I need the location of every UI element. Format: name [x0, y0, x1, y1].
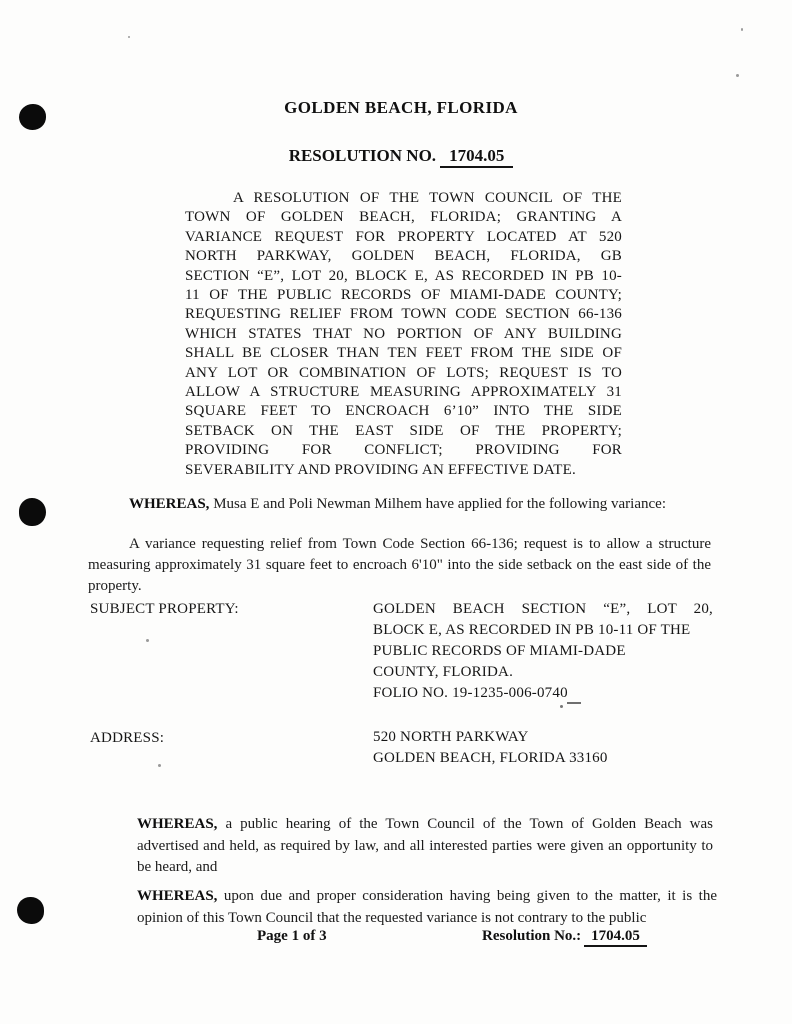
text-line: PROVIDING FOR CONFLICT; PROVIDING FOR	[185, 442, 622, 459]
scan-speck	[736, 74, 739, 77]
text-line: REQUESTING RELIEF FROM TOWN CODE SECTION 66-136	[185, 306, 622, 323]
resolution-number-line	[10, 146, 792, 166]
subject-legal-lines	[373, 599, 713, 662]
whereas-hearing-paragraph	[137, 814, 713, 879]
scan-speck	[560, 705, 563, 708]
text-line: SEVERABILITY AND PROVIDING AN EFFECTIVE DATE.	[185, 461, 576, 478]
text-line: 11 OF THE PUBLIC RECORDS OF MIAMI-DADE COUNTY;	[185, 287, 622, 304]
text-line: VARIANCE REQUEST FOR PROPERTY LOCATED AT 520	[185, 228, 622, 245]
text-line: FOLIO NO. 19-1235-006-0740	[373, 685, 568, 701]
whereas-keyword: WHEREAS,	[137, 816, 218, 832]
subject-tail-lines	[373, 662, 713, 704]
whereas-consideration-paragraph	[137, 886, 717, 929]
text-line: 520 NORTH PARKWAY	[373, 729, 529, 745]
text-line: SECTION “E”, LOT 20, BLOCK E, AS RECORDED IN PB 10-	[185, 267, 622, 284]
text-line: BLOCK E, AS RECORDED IN PB 10-11 OF THE	[373, 622, 691, 638]
resolution-number: 1704.05	[440, 146, 513, 168]
variance-description-paragraph: A variance requesting relief from Town Code Section 66-136; request is to allow a structure measuring approximately 31 square feet to encroach 6'10" into the side setback on the east side of the property.	[88, 536, 711, 594]
text-line: GOLDEN BEACH, FLORIDA 33160	[373, 750, 608, 766]
footer-resolution-number-line	[482, 928, 647, 945]
whereas-consideration-text: upon due and proper consideration having being given to the matter, it is the opinion of this Town Council that the requested variance is not contrary to the public	[137, 888, 717, 926]
document-header	[0, 98, 792, 166]
hole-punch-mark	[19, 498, 46, 526]
document-title: GOLDEN BEACH, FLORIDA	[284, 98, 518, 117]
footer-resolution-label: Resolution No.:	[482, 928, 582, 944]
whereas-keyword: WHEREAS,	[129, 496, 210, 512]
subject-property-label: SUBJECT PROPERTY:	[90, 601, 239, 617]
text-line: GOLDEN BEACH SECTION “E”, LOT 20,	[373, 601, 713, 617]
text-line: SQUARE FEET TO ENCROACH 6’10” INTO THE SIDE	[185, 403, 622, 420]
text-line: A RESOLUTION OF THE TOWN COUNCIL OF THE	[233, 190, 622, 206]
address-label: ADDRESS:	[90, 730, 165, 746]
scan-speck	[158, 764, 161, 767]
resolution-label: RESOLUTION NO.	[288, 146, 437, 165]
text-line: TOWN OF GOLDEN BEACH, FLORIDA; GRANTING A	[185, 209, 622, 226]
resolution-caption-block	[185, 189, 622, 480]
text-line: WHICH STATES THAT NO PORTION OF ANY BUILDING	[185, 325, 622, 342]
page-number: Page 1 of 3	[257, 928, 327, 944]
address-value	[373, 727, 713, 769]
text-line: ANY LOT OR COMBINATION OF LOTS; REQUEST IS TO	[185, 364, 622, 381]
text-line: SHALL BE CLOSER THAN TEN FEET FROM THE SIDE OF	[185, 345, 622, 362]
scan-speck	[741, 28, 743, 31]
text-line: COUNTY, FLORIDA.	[373, 664, 514, 680]
subject-property-value	[373, 599, 713, 704]
whereas-applied-paragraph	[88, 494, 712, 515]
text-line: SETBACK ON THE EAST SIDE OF THE PROPERTY;	[185, 422, 622, 439]
text-line: NORTH PARKWAY, GOLDEN BEACH, FLORIDA, GB	[185, 248, 622, 265]
scan-speck	[146, 639, 149, 642]
whereas-applied-text: Musa E and Poli Newman Milhem have applied for the following variance:	[209, 496, 666, 512]
whereas-hearing-text: a public hearing of the Town Council of the Town of Golden Beach was advertised and held, as required by law, and all interested parties were given an opportunity to be heard, and	[137, 816, 713, 875]
whereas-keyword: WHEREAS,	[137, 888, 218, 904]
footer-resolution-number: 1704.05	[584, 928, 647, 947]
scan-speck	[128, 36, 130, 38]
text-line: PUBLIC RECORDS OF MIAMI-DADE	[373, 643, 626, 659]
text-line: ALLOW A STRUCTURE MEASURING APPROXIMATELY 31	[185, 384, 622, 401]
hole-punch-mark	[17, 897, 44, 924]
